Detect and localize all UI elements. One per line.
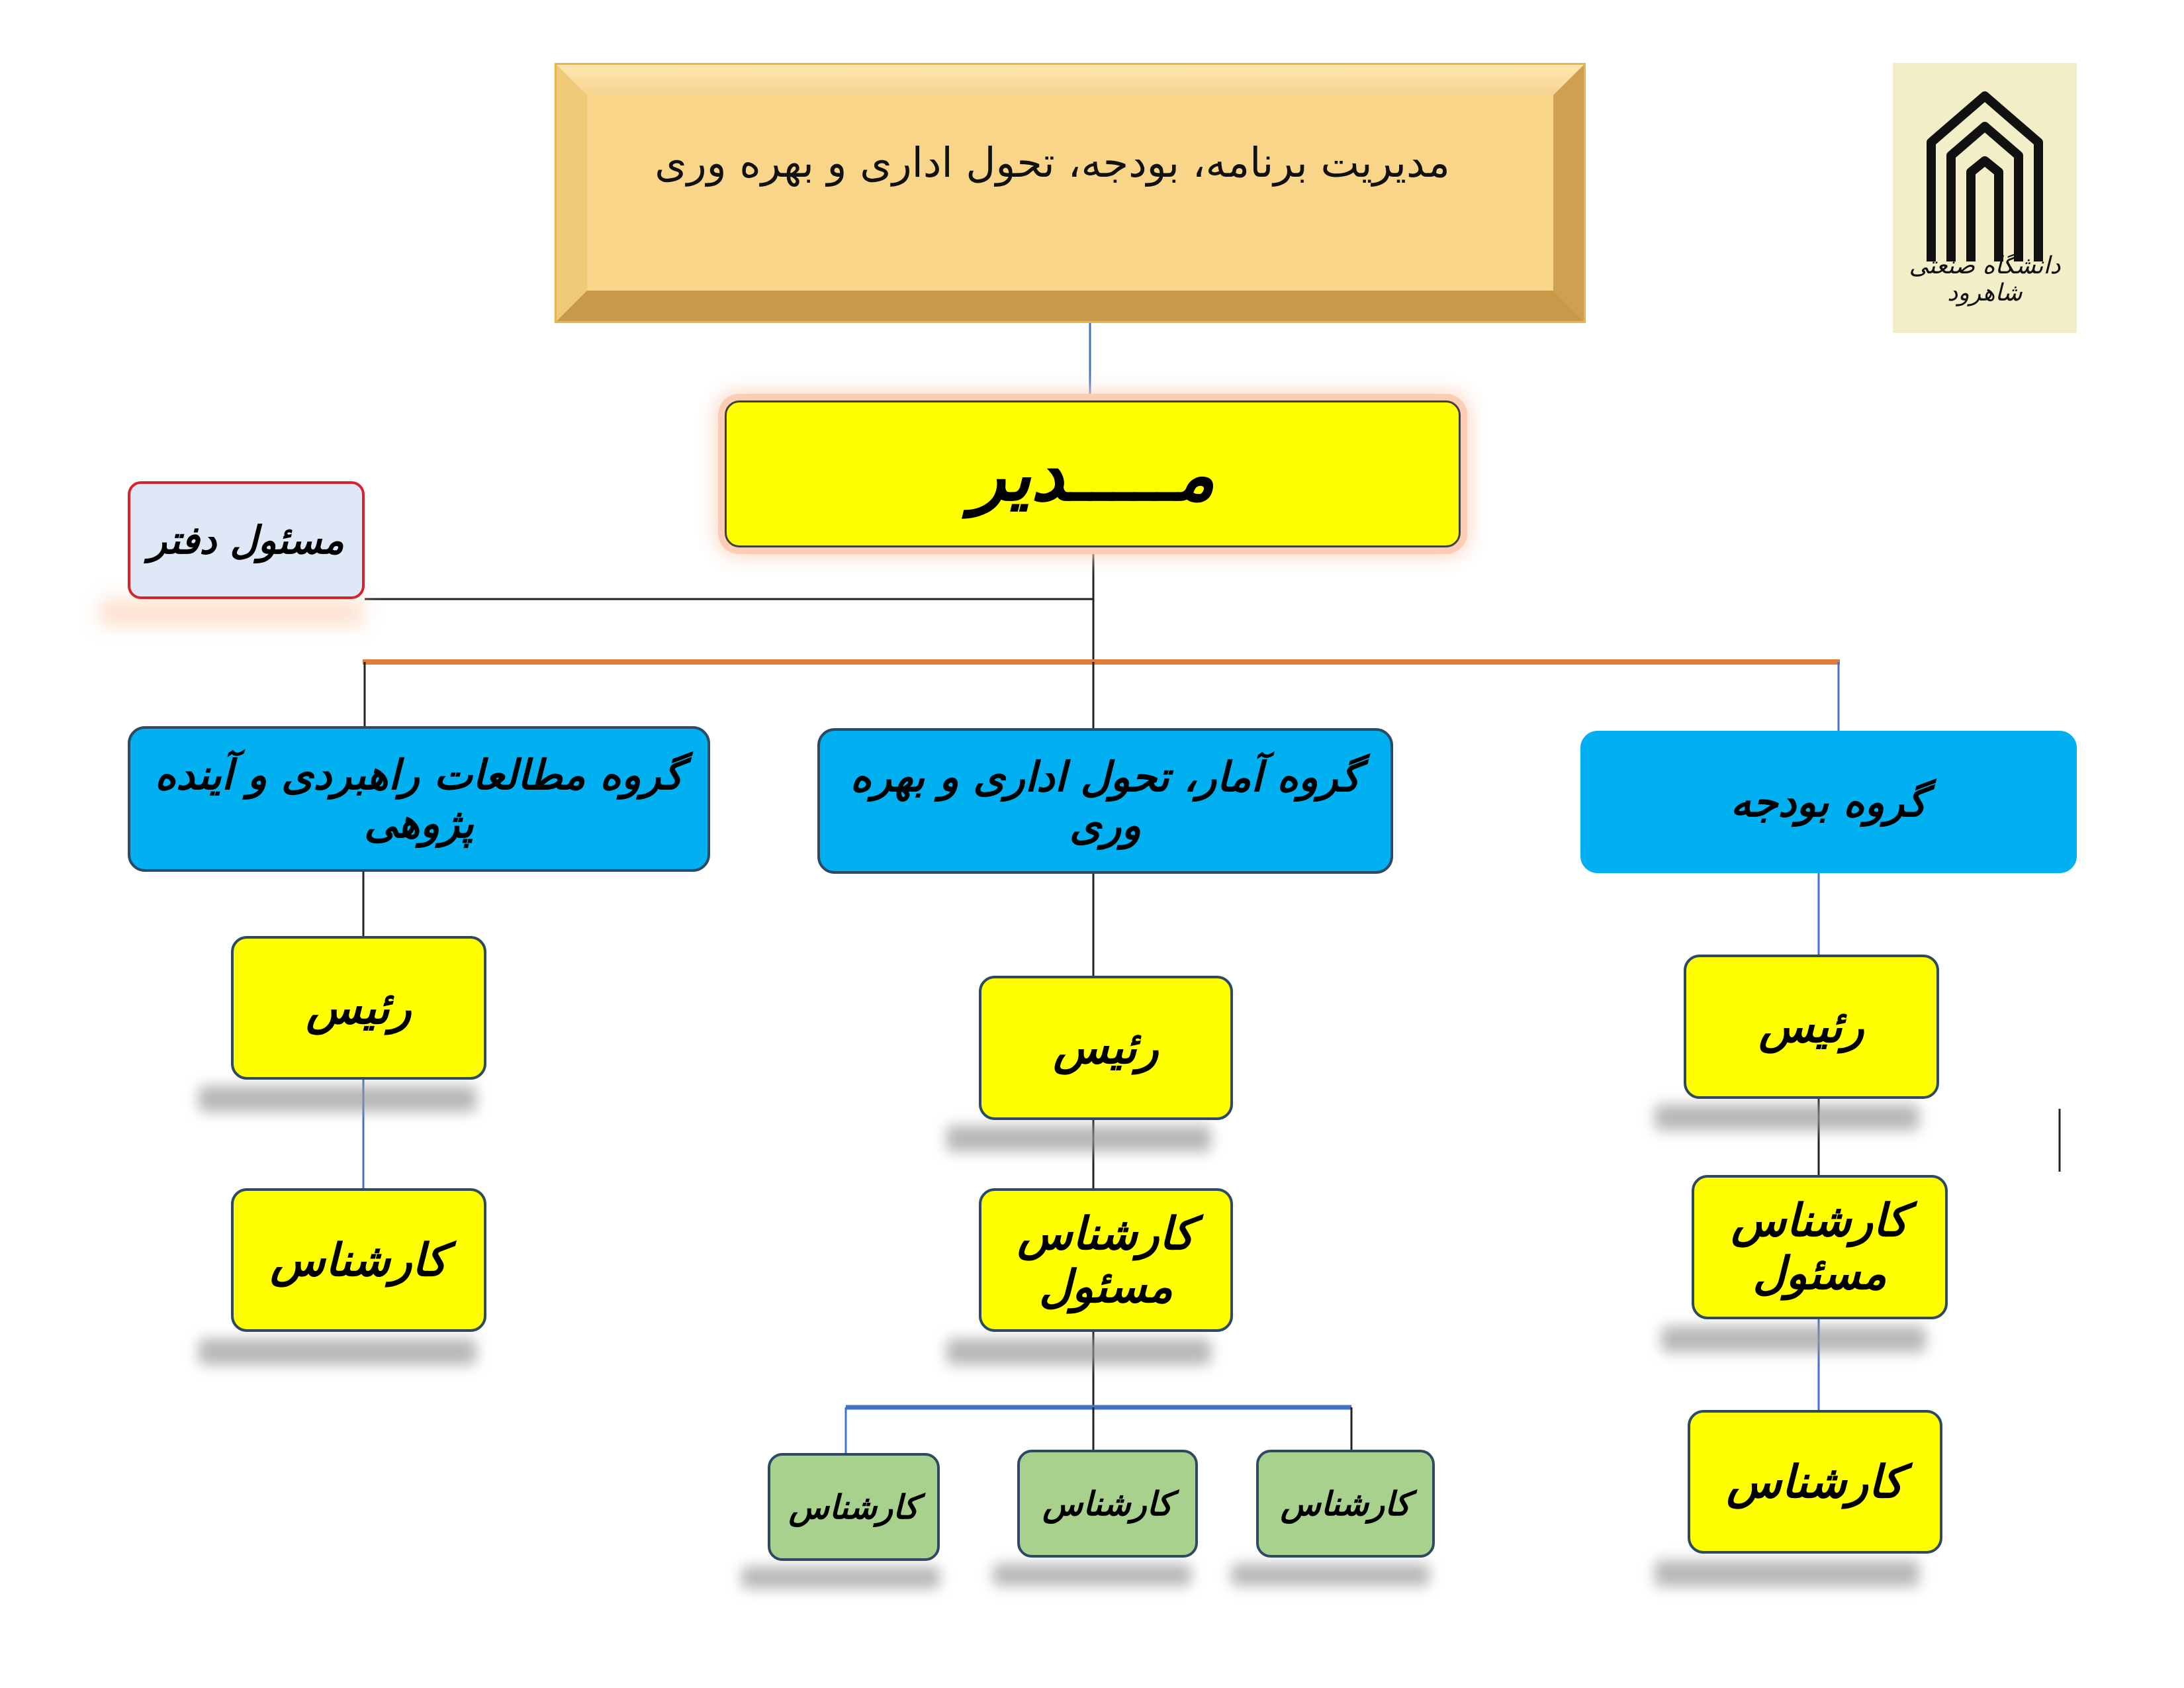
shadow	[741, 1566, 940, 1589]
office-manager-label: مسئول دفتر	[148, 518, 344, 563]
bevel-left	[557, 65, 587, 321]
role-label: کارشناس مسئول	[1017, 1207, 1195, 1313]
bevel-bottom	[557, 291, 1584, 321]
middle-head-box	[979, 976, 1233, 1120]
director-label: مـــــدیر	[970, 431, 1215, 517]
shadow	[1231, 1564, 1430, 1586]
shadow	[1655, 1104, 1919, 1131]
bevel-top	[557, 65, 1584, 95]
group-label: گروه بودجه	[1730, 778, 1927, 826]
shadow	[1661, 1326, 1926, 1352]
left-head-box	[231, 936, 486, 1080]
left-expert-box	[231, 1188, 486, 1332]
right-senior-expert-box	[1692, 1175, 1948, 1319]
expert-label: کارشناس	[1042, 1484, 1173, 1523]
logo-caption: دانشگاه صنعتی شاهرود	[1909, 252, 2061, 306]
role-label: کارشناس	[270, 1233, 447, 1287]
shadow	[199, 1086, 477, 1112]
right-expert-box	[1688, 1410, 1942, 1554]
group-strategic-studies	[128, 726, 710, 872]
role-label: رئیس	[1053, 1021, 1159, 1074]
office-manager-box	[128, 481, 365, 599]
shadow	[993, 1564, 1191, 1586]
expert-label: کارشناس	[788, 1487, 919, 1526]
role-label: رئیس	[1758, 1000, 1864, 1053]
role-label: کارشناس	[1726, 1455, 1904, 1509]
shadow	[199, 1338, 477, 1365]
page-title: مدیریت برنامه، بودجه، تحول اداری و بهره وری	[655, 138, 1450, 187]
group-statistics-admin	[817, 728, 1393, 874]
university-logo	[1893, 63, 2077, 333]
right-head-box	[1684, 955, 1939, 1099]
shadow	[946, 1338, 1211, 1365]
middle-expert-box-2	[1017, 1450, 1198, 1558]
shadow	[946, 1125, 1211, 1152]
group-label: گروه آمار، تحول اداری و بهره وری	[850, 753, 1361, 849]
middle-senior-expert-box	[979, 1188, 1233, 1332]
shadow	[1655, 1560, 1919, 1587]
office-glow	[99, 599, 364, 626]
middle-expert-box-1	[768, 1453, 940, 1561]
role-label: کارشناس مسئول	[1731, 1194, 1909, 1300]
middle-expert-box-3	[1256, 1450, 1435, 1558]
role-label: رئیس	[306, 981, 412, 1035]
group-label: گروه مطالعات راهبردی و آینده پژوهی	[154, 751, 684, 847]
group-budget	[1580, 731, 2077, 873]
director-box	[725, 400, 1461, 547]
expert-label: کارشناس	[1280, 1484, 1411, 1523]
bevel-right	[1553, 65, 1584, 321]
